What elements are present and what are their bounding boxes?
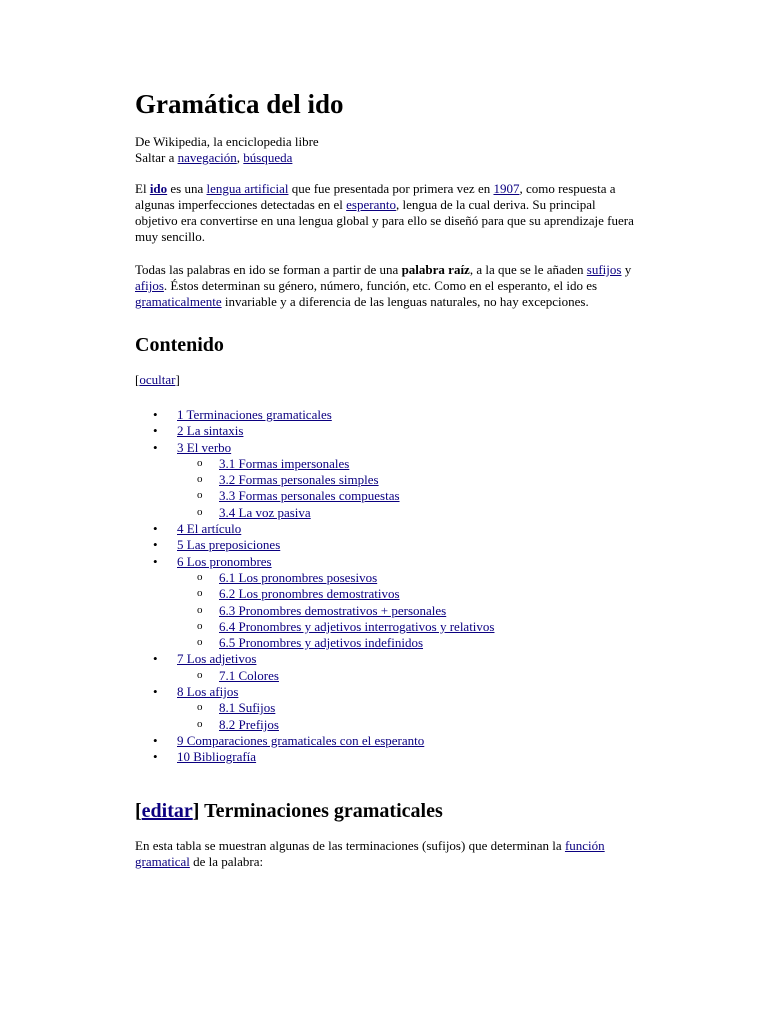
esperanto-link[interactable]: esperanto <box>346 196 396 212</box>
toc-link[interactable]: 6.5 Pronombres y adjetivos indefinidos <box>219 635 424 651</box>
toc-toggle <box>135 372 635 388</box>
toc-toggle-close: ] <box>175 371 180 387</box>
intro-text-5: , lengua de la cual deriva. Su principal objetivo era convertirse en una lengua global y para ello se diseñó para que su aprendizaje fuera muy sencillo. <box>135 196 634 245</box>
page-title: Gramática del ido <box>135 89 344 119</box>
year-1907-link[interactable]: 1907 <box>493 180 520 196</box>
toc-item <box>135 554 635 570</box>
intro-text-3: que fue presentada por primera vez en <box>288 180 494 196</box>
edit-bracket-open: [ <box>135 799 142 822</box>
afijos-link[interactable]: afijos <box>135 278 164 294</box>
toc-link[interactable]: 7 Los adjetivos <box>177 651 257 667</box>
toc-item <box>135 619 635 635</box>
toc-item <box>135 521 635 537</box>
jump-navigation-link[interactable]: navegación <box>177 150 237 166</box>
ido-link[interactable]: ido <box>149 180 168 196</box>
toc-item <box>135 570 635 586</box>
toc-link[interactable]: 6.2 Los pronombres demostrativos <box>219 586 400 602</box>
subtitle-text: De Wikipedia, la enciclopedia libre <box>135 134 319 149</box>
toc-link[interactable]: 6.4 Pronombres y adjetivos interrogativos y relativos <box>219 618 495 634</box>
toc-item <box>135 603 635 619</box>
gramaticalmente-link[interactable]: gramaticalmente <box>135 294 222 310</box>
toc-heading: Contenido <box>135 333 224 356</box>
toc-item <box>135 733 635 749</box>
jump-separator: , <box>236 150 244 166</box>
toc-list <box>135 407 635 766</box>
toc-item <box>135 456 635 472</box>
toc-item <box>135 717 635 733</box>
roots-text-5: invariable y a diferencia de las lenguas naturales, no hay excepciones. <box>221 294 589 310</box>
toc-link[interactable]: 10 Bibliografía <box>177 749 257 765</box>
section-heading-terminaciones <box>135 799 635 823</box>
edit-bracket-close: ] <box>192 799 200 822</box>
toc-link[interactable]: 8 Los afijos <box>177 684 239 700</box>
toc-item <box>135 488 635 504</box>
toc-link[interactable]: 3.1 Formas impersonales <box>219 455 350 471</box>
site-subtitle <box>135 134 635 167</box>
toc-item <box>135 472 635 488</box>
toc-link[interactable]: 9 Comparaciones gramaticales con el esperanto <box>177 732 425 748</box>
intro-paragraph <box>135 181 635 246</box>
toc-item <box>135 635 635 651</box>
intro-text-1: El <box>135 180 150 196</box>
toc-item <box>135 668 635 684</box>
section-text-1: En esta tabla se muestran algunas de las terminaciones (sufijos) que determinan la <box>135 837 565 853</box>
toc-item <box>135 440 635 456</box>
section-title: Terminaciones gramaticales <box>199 799 443 822</box>
palabra-raiz-bold: palabra raíz <box>401 261 470 277</box>
roots-text-2: , a la que se le añaden <box>469 261 587 277</box>
roots-text-3: y <box>621 261 632 277</box>
jump-prefix: Saltar a <box>135 150 178 166</box>
toc-link[interactable]: 4 El artículo <box>177 521 242 537</box>
toc-link[interactable]: 6.1 Los pronombres posesivos <box>219 569 378 585</box>
sufijos-link[interactable]: sufijos <box>586 261 622 277</box>
toc-item <box>135 700 635 716</box>
funcion-gramatical-link[interactable]: función gramatical <box>135 837 605 869</box>
toc-item <box>135 505 635 521</box>
toc-item <box>135 423 635 439</box>
toc-link[interactable]: 8.1 Sufijos <box>219 700 276 716</box>
toc-link[interactable]: 7.1 Colores <box>219 667 279 683</box>
jump-search-link[interactable]: búsqueda <box>243 150 293 166</box>
toc-item <box>135 537 635 553</box>
toc-link[interactable]: 8.2 Prefijos <box>219 716 279 732</box>
lengua-artificial-link[interactable]: lengua artificial <box>206 180 289 196</box>
toc-item <box>135 407 635 423</box>
toc-link[interactable]: 3.2 Formas personales simples <box>219 472 379 488</box>
toc-link[interactable]: 5 Las preposiciones <box>177 537 281 553</box>
toc-link[interactable]: 6.3 Pronombres demostrativos + personales <box>219 602 447 618</box>
section-text-2: de la palabra: <box>189 853 264 869</box>
toc-link[interactable]: 6 Los pronombres <box>177 553 272 569</box>
article <box>135 88 635 870</box>
roots-text-4: . Éstos determinan su género, número, función, etc. Como en el esperanto, el ido es <box>163 278 598 294</box>
intro-text-4: , como respuesta a algunas imperfecciones detectadas en el <box>135 180 616 212</box>
toc-hide-link[interactable]: ocultar <box>139 371 176 387</box>
toc-link[interactable]: 1 Terminaciones gramaticales <box>177 406 332 422</box>
toc-link[interactable]: 3.3 Formas personales compuestas <box>219 488 400 504</box>
toc-link[interactable]: 2 La sintaxis <box>177 423 244 439</box>
toc-item <box>135 749 635 765</box>
toc-item <box>135 651 635 667</box>
toc-item <box>135 684 635 700</box>
edit-section-link[interactable]: editar <box>141 799 193 822</box>
section-paragraph <box>135 838 635 871</box>
intro-text-2: es una <box>167 180 207 196</box>
toc-item <box>135 586 635 602</box>
roots-paragraph <box>135 262 635 311</box>
toc-link[interactable]: 3.4 La voz pasiva <box>219 504 311 520</box>
toc-link[interactable]: 3 El verbo <box>177 439 232 455</box>
toc-toggle-open: [ <box>135 371 140 387</box>
roots-text-1: Todas las palabras en ido se forman a partir de una <box>135 261 402 277</box>
